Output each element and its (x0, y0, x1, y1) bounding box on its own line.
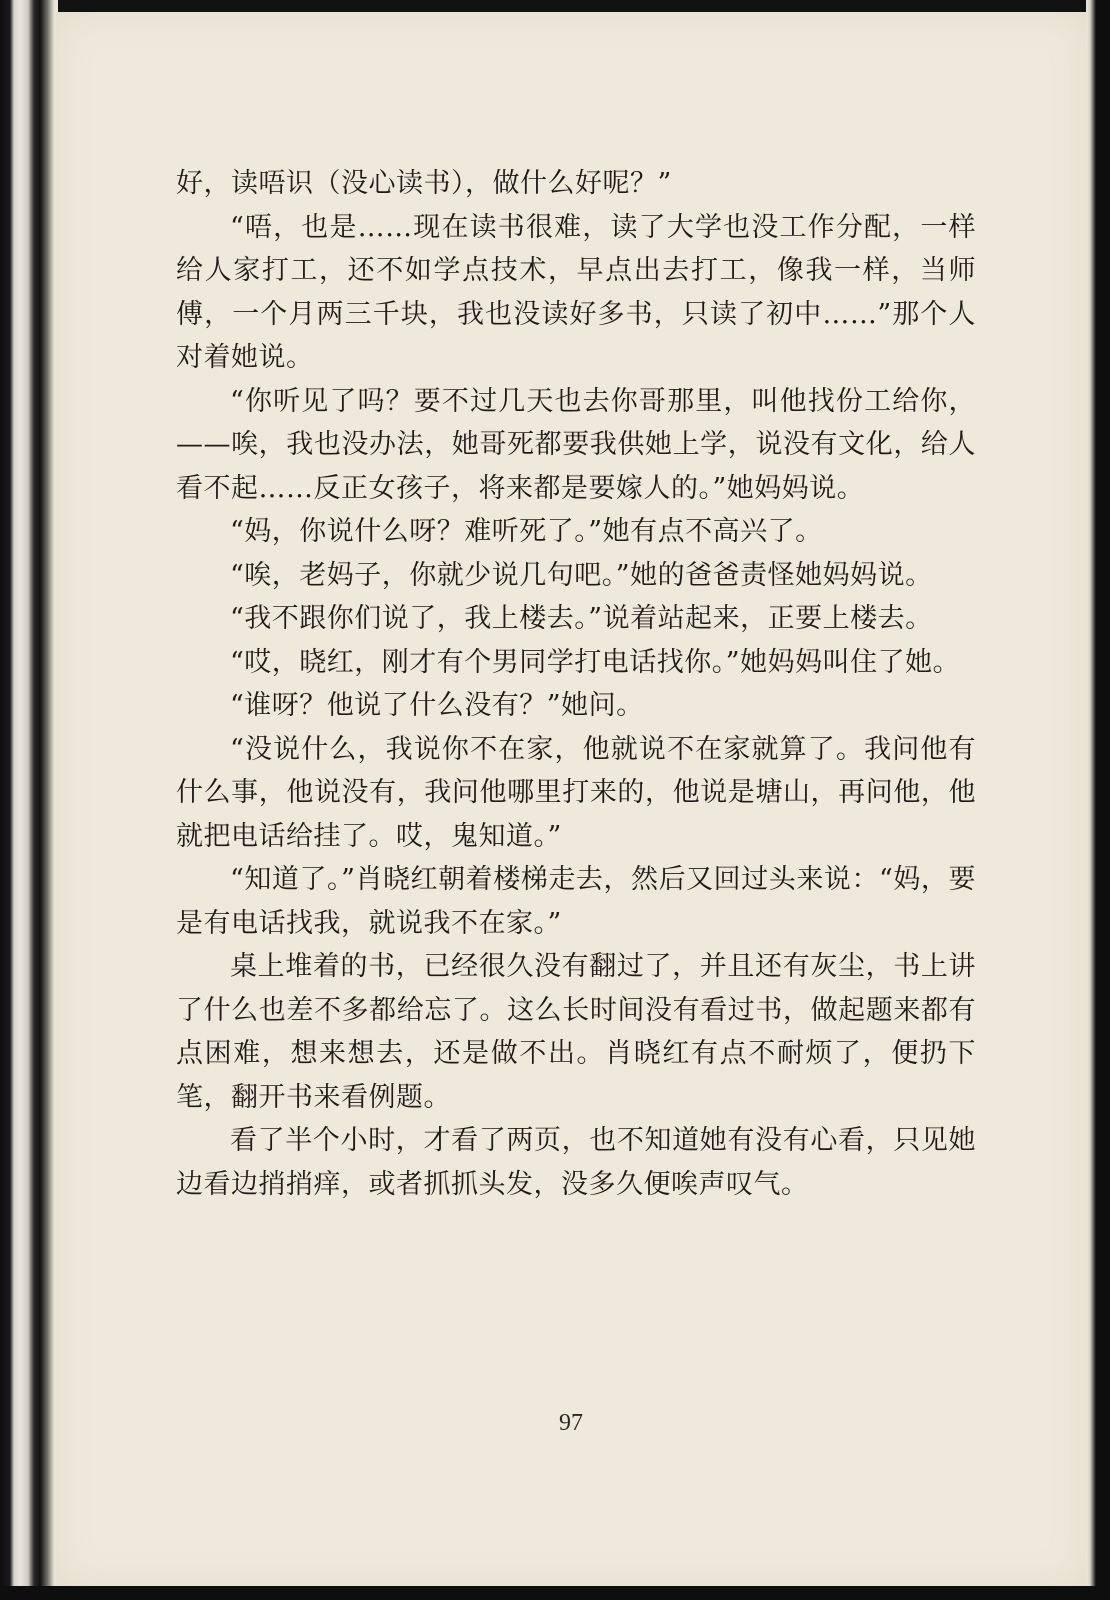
book-spine-edge (0, 0, 58, 1600)
paragraph-7: “哎，晓红，刚才有个男同学打电话找你。”她妈妈叫住了她。 (230, 646, 961, 678)
scan-right-border (1086, 0, 1110, 1600)
paragraph-11: 桌上堆着的书，已经很久没有翻过了，并且还有灰尘，书上讲了什么也差不多都给忘了。这么长时间没有看过书，做起题来都有点困难，想来想去，还是做不出。肖晓红有点不耐烦了，便扔下笔，翻开书来看例题。 (176, 951, 976, 1113)
paragraph-3: “你听见了吗？要不过几天也去你哥那里，叫他找份工给你，——唉，我也没办法，她哥死都要我供她上学，说没有文化，给人看不起……反正女孩子，将来都是要嫁人的。”她妈妈说。 (176, 385, 976, 504)
paragraph-12: 看了半个小时，才看了两页，也不知道她有没有心看，只见她边看边捎捎痒，或者抓抓头发，没多久便唉声叹气。 (176, 1125, 976, 1200)
paragraph-5: “唉，老妈子，你就少说几句吧。”她的爸爸责怪她妈妈说。 (230, 559, 933, 591)
paragraph-8: “谁呀？他说了什么没有？”她问。 (230, 690, 644, 721)
page-number: 97 (559, 1410, 583, 1436)
paragraph-9: “没说什么，我说你不在家，他就说不在家就算了。我问他有什么事，他说没有，我问他哪里打来的，他说是塘山，再问他，他就把电话给挂了。哎，鬼知道。” (176, 733, 976, 852)
page-sheet (56, 12, 1086, 1587)
paragraph-2: “唔，也是……现在读书很难，读了大学也没工作分配，一样给人家打工，还不如学点技术，早点出去打工，像我一样，当师傅，一个月两三千块，我也没读好多书，只读了初中……”那个人对着她说。 (176, 211, 976, 373)
paragraph-1: 好，读唔识（没心读书），做什么好呢？” (176, 168, 672, 199)
scan-bottom-border (0, 1586, 1110, 1600)
paragraph-4: “妈，你说什么呀？难听死了。”她有点不高兴了。 (230, 516, 823, 547)
paragraph-6: “我不跟你们说了，我上楼去。”说着站起来，正要上楼去。 (230, 603, 933, 634)
body-text (176, 162, 976, 1206)
paragraph-10: “知道了。”肖晓红朝着楼梯走去，然后又回过头来说：“妈，要是有电话找我，就说我不在家。” (176, 864, 976, 939)
